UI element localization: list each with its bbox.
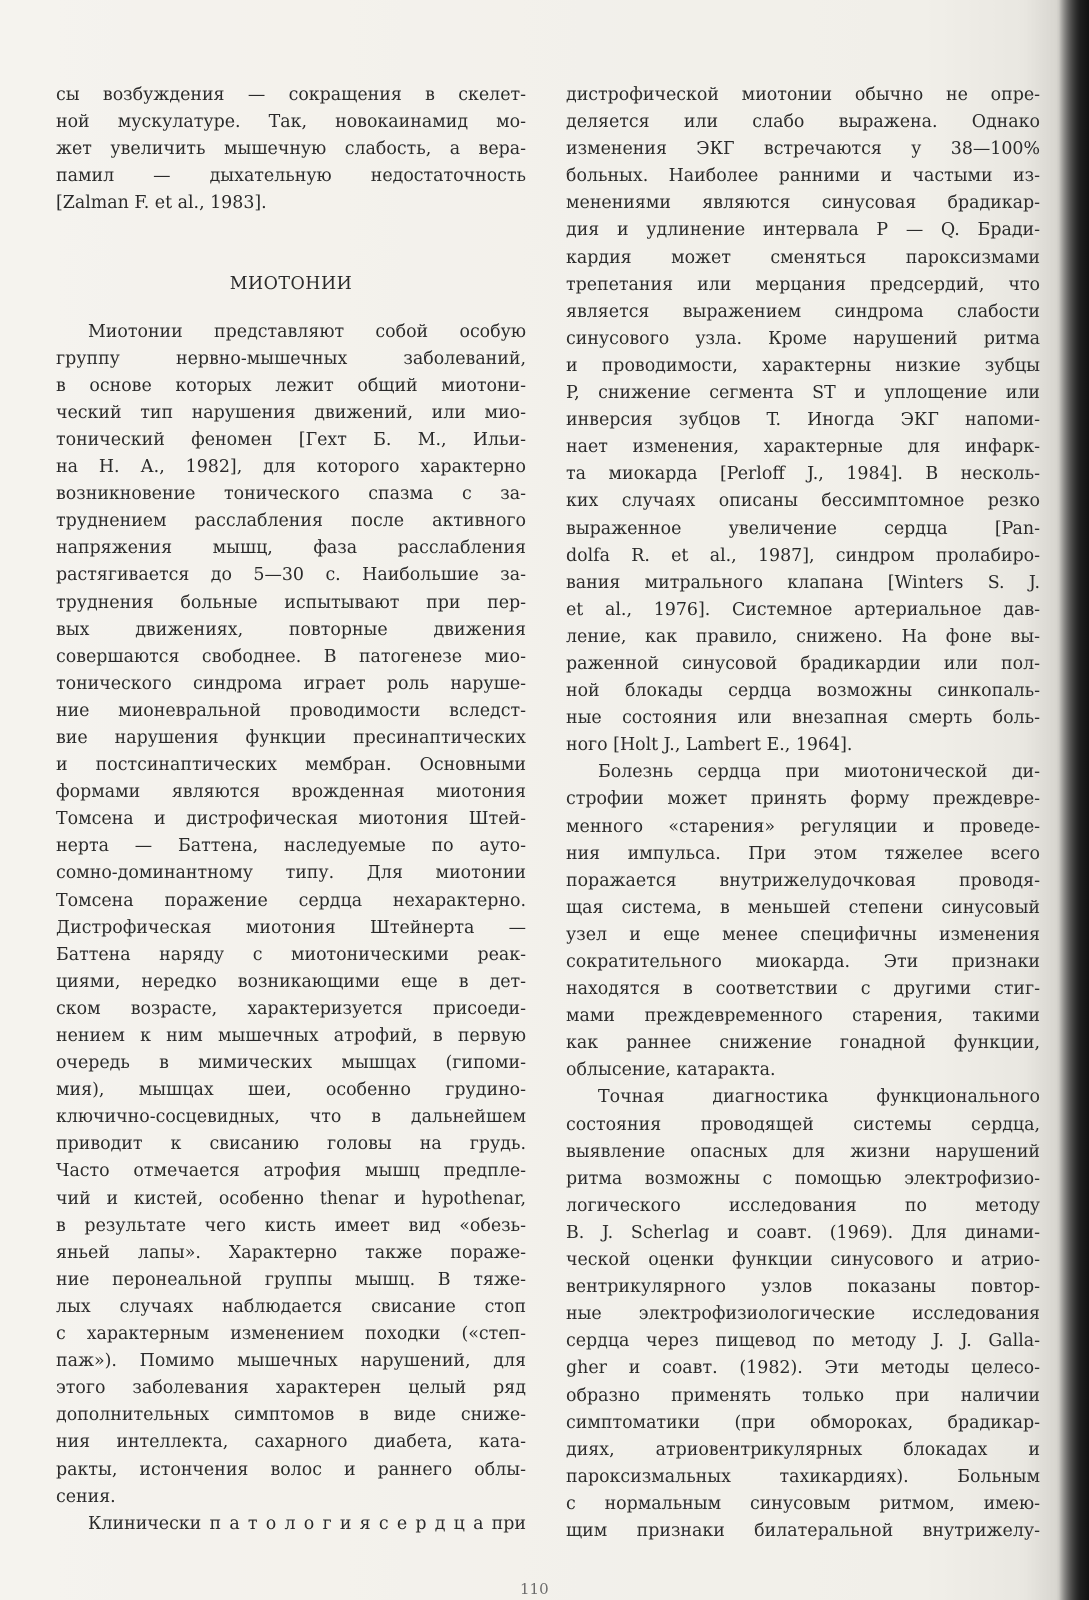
text-line: состояния проводящей системы сердца,	[566, 1114, 1040, 1135]
text-line: диях, атриовентрикулярных блокадах и	[566, 1439, 1040, 1460]
text-line: ческий тип нарушения движений, или мио-	[56, 402, 526, 423]
text-line: группу нервно-мышечных заболеваний,	[56, 348, 526, 369]
text-line: нением к ним мышечных атрофий, в первую	[56, 1026, 526, 1046]
text-line: жет увеличить мышечную слабость, а вера-	[56, 139, 526, 160]
text-line: ском возрасте, характеризуется присоеди-	[56, 998, 526, 1019]
text-line: ракты, истончения волос и раннего облы-	[56, 1459, 526, 1480]
text-line: с характерным изменением походки («степ-	[56, 1324, 526, 1345]
text-line: et al., 1976]. Системное артериальное дав-	[566, 599, 1040, 620]
text-line: щим признаки билатеральной внутрижелу-	[566, 1520, 1040, 1541]
text-line: трепетания или мерцания предсердий, что	[566, 274, 1040, 295]
text-line: циями, нередко возникающими еще в дет-	[56, 971, 526, 992]
text-line: памил — дыхательную недостаточность	[56, 166, 526, 187]
text-line: строфии может принять форму преждевре-	[566, 789, 1040, 810]
text-line: Часто отмечается атрофия мышц предпле-	[56, 1161, 526, 1182]
text-line: напряжения мышц, фаза расслабления	[56, 538, 526, 559]
text-line: ключично-сосцевидных, что в дальнейшем	[56, 1107, 526, 1128]
text-line: мами преждевременного старения, такими	[566, 1006, 1040, 1027]
left-column	[56, 82, 526, 1538]
text-line: логического исследования по методу	[566, 1195, 1040, 1216]
text-line: труднения больные испытывают при пер-	[56, 592, 526, 613]
text-line: выраженное увеличение сердца [Pan-	[566, 518, 1040, 539]
text-line: дия и удлинение интервала P — Q. Бради-	[566, 220, 1040, 241]
text-line: пароксизмальных тахикардиях). Больным	[566, 1466, 1040, 1487]
text-line: gher и соавт. (1982). Эти методы целесо-	[566, 1358, 1040, 1379]
text-line: вания митрального клапана [Winters S. J.	[566, 572, 1040, 593]
paragraph-gap	[56, 217, 526, 271]
text-line: возникновение тонического спазма с за-	[56, 484, 526, 505]
text-line: лых случаях наблюдается свисание стоп	[56, 1296, 526, 1317]
text-line: ких случаях описаны бессимптомное резко	[566, 491, 1040, 512]
text-line: изменения ЭКГ встречаются у 38—100%	[566, 139, 1040, 160]
text-line: менного «старения» регуляции и проведе-	[566, 816, 1040, 837]
text-line: Клинически п а т о л о г и я с е р д ц а при	[88, 1513, 526, 1534]
text-line: узел и еще менее специфичны изменения	[566, 924, 1040, 945]
text-line: находятся в соответствии с другими стиг-	[566, 979, 1040, 1000]
text-line: в результате чего кисть имеет вид «обезь-	[56, 1215, 526, 1236]
text-line: ные состояния или внезапная смерть боль-	[566, 708, 1040, 729]
text-line: совершаются свободнее. В патогенезе мио-	[56, 646, 526, 667]
text-line: вие нарушения функции пресинаптических	[56, 727, 526, 748]
text-line: ной блокады сердца возможны синкопаль-	[566, 681, 1040, 702]
text-line: образно применять только при наличии	[566, 1385, 1040, 1406]
text-line: P, снижение сегмента ST и уплощение или	[566, 383, 1040, 404]
text-line: вых движениях, повторные движения	[56, 619, 526, 640]
section-heading: МИОТОНИИ	[229, 274, 353, 295]
text-line: dolfa R. et al., 1987], синдром пролабиро-	[566, 545, 1040, 566]
text-line: труднением расслабления после активного	[56, 511, 526, 532]
book-spine-shadow	[1059, 0, 1089, 1600]
text-line: кардия может сменяться пароксизмами	[566, 247, 1040, 268]
right-column	[566, 82, 1040, 1545]
text-line: паж»). Помимо мышечных нарушений, для	[56, 1351, 526, 1372]
text-line: больных. Наиболее ранними и частыми из-	[566, 166, 1040, 187]
text-line: поражается внутрижелудочковая проводя-	[566, 870, 1040, 891]
text-line: Болезнь сердца при миотонической ди-	[598, 762, 1040, 783]
text-line: ние мионевральной проводимости вследст-	[56, 700, 526, 721]
text-line: является выражением синдрома слабости	[566, 301, 1040, 322]
text-line: и проводимости, характерны низкие зубцы	[566, 355, 1040, 376]
page-number: 110	[520, 1580, 549, 1598]
text-line: Точная диагностика функционального	[598, 1087, 1040, 1108]
text-line: ной мускулатуре. Так, новокаинамид мо-	[56, 112, 526, 133]
text-line: выявление опасных для жизни нарушений	[566, 1141, 1040, 1162]
text-line: сомно-доминантному типу. Для миотонии	[56, 863, 526, 884]
text-line: мия), мышцах шеи, особенно грудино-	[56, 1080, 526, 1101]
text-line: Дистрофическая миотония Штейнерта —	[56, 917, 526, 938]
text-line: [Zalman F. et al., 1983].	[56, 193, 267, 214]
text-line: Миотонии представляют собой особую	[88, 321, 526, 342]
text-line: сократительного миокарда. Эти признаки	[566, 952, 1040, 972]
text-line: дополнительных симптомов в виде сниже-	[56, 1405, 526, 1426]
text-line: ческой оценки функции синусового и атрио-	[566, 1250, 1040, 1271]
text-line: сердца через пищевод по методу J. J. Galla-	[566, 1331, 1040, 1352]
text-line: щая система, в меньшей степени синусовый	[566, 897, 1040, 918]
text-line: Томсена и дистрофическая миотония Штей-	[56, 809, 526, 830]
text-line: на Н. А., 1982], для которого характерно	[56, 457, 526, 478]
text-line: сения.	[56, 1486, 116, 1507]
text-line: Баттена наряду с миотоническими реак-	[56, 944, 526, 965]
text-line: ния интеллекта, сахарного диабета, ката-	[56, 1432, 526, 1453]
text-line: ного [Holt J., Lambert E., 1964].	[566, 735, 853, 756]
text-line: яньей лапы». Характерно также пораже-	[56, 1242, 526, 1263]
text-line: этого заболевания характерен целый ряд	[56, 1378, 526, 1399]
text-line: чий и кистей, особенно thenar и hypothenar,	[56, 1188, 526, 1209]
text-line: менениями являются синусовая брадикар-	[566, 193, 1040, 214]
text-line: ные электрофизиологические исследования	[566, 1304, 1040, 1325]
text-line: инверсия зубцов T. Иногда ЭКГ напоми-	[566, 410, 1040, 431]
text-line: раженной синусовой брадикардии или пол-	[566, 653, 1040, 674]
paragraph-gap	[56, 299, 526, 319]
text-line: деляется или слабо выражена. Однако	[566, 112, 1040, 133]
text-line: синусового узла. Кроме нарушений ритма	[566, 328, 1040, 349]
text-line: приводит к свисанию головы на грудь.	[56, 1134, 526, 1155]
text-line: с нормальным синусовым ритмом, имею-	[566, 1493, 1040, 1514]
text-line: очередь в мимических мышцах (гипоми-	[56, 1053, 526, 1074]
text-line: ние перонеальной группы мышц. В тяже-	[56, 1269, 526, 1290]
text-line: Томсена поражение сердца нехарактерно.	[56, 890, 526, 911]
text-line: сы возбуждения — сокращения в скелет-	[56, 85, 526, 105]
text-line: растягивается до 5—30 с. Наибольшие за-	[56, 565, 526, 586]
text-line: та миокарда [Perloff J., 1984]. В несколь-	[566, 464, 1040, 485]
text-line: формами являются врожденная миотония	[56, 782, 526, 803]
text-line: дистрофической миотонии обычно не опре-	[566, 85, 1040, 105]
text-line: ритма возможны с помощью электрофизио-	[566, 1168, 1040, 1189]
text-line: нает изменения, характерные для инфарк-	[566, 437, 1040, 458]
text-line: B. J. Scherlag и соавт. (1969). Для динами-	[566, 1222, 1040, 1243]
text-line: облысение, катаракта.	[566, 1060, 776, 1081]
text-line: как раннее снижение гонадной функции,	[566, 1033, 1040, 1054]
text-line: ление, как правило, снижено. На фоне вы-	[566, 626, 1040, 647]
text-line: симптоматики (при обмороках, брадикар-	[566, 1412, 1040, 1433]
text-line: ния импульса. При этом тяжелее всего	[566, 843, 1040, 864]
text-line: тонический феномен [Гехт Б. М., Ильи-	[56, 429, 526, 450]
text-line: в основе которых лежит общий миотони-	[56, 375, 526, 396]
text-line: нерта — Баттена, наследуемые по ауто-	[56, 836, 526, 857]
text-line: и постсинаптических мембран. Основными	[56, 755, 526, 776]
text-line: вентрикулярного узлов показаны повтор-	[566, 1277, 1040, 1298]
text-line: тонического синдрома играет роль наруше-	[56, 673, 526, 694]
